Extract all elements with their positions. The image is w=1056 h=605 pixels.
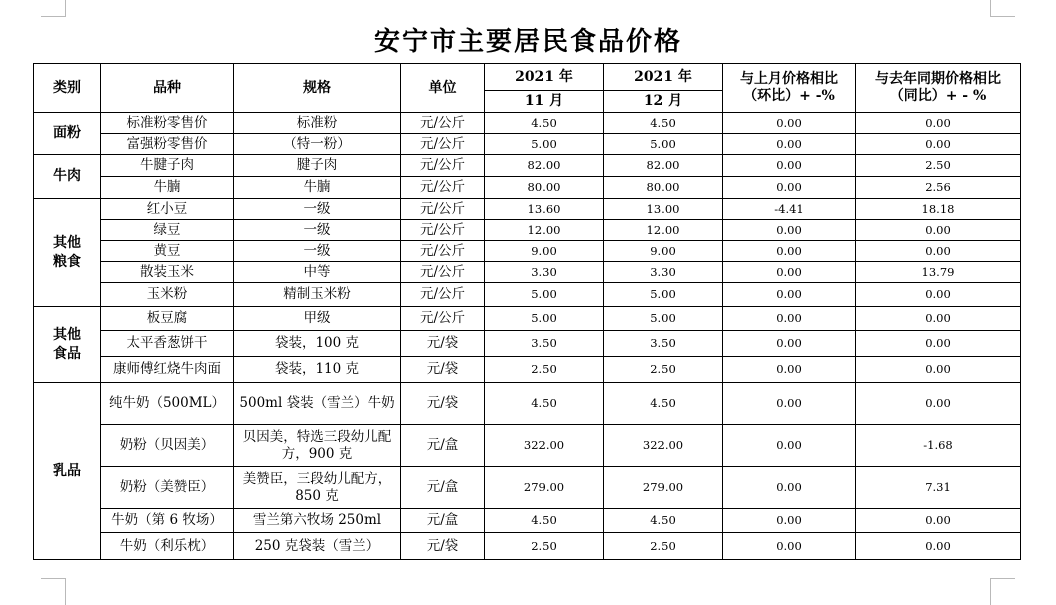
dec-price-cell: 4.50 — [604, 509, 723, 533]
dec-price-cell: 12.00 — [604, 220, 723, 241]
dec-price-cell: 5.00 — [604, 307, 723, 331]
header-mom — [723, 64, 856, 113]
table-row — [34, 331, 1021, 357]
unit-cell: 元/公斤 — [401, 307, 485, 331]
mom-change-cell: 0.00 — [723, 155, 856, 177]
variety-cell: 牛腱子肉 — [101, 155, 234, 177]
unit-cell: 元/公斤 — [401, 177, 485, 199]
header-spec: 规格 — [234, 64, 401, 113]
spec-cell: 甲级 — [234, 307, 401, 331]
dec-price-cell: 279.00 — [604, 467, 723, 509]
unit-cell: 元/公斤 — [401, 134, 485, 155]
table-body — [34, 113, 1021, 560]
dec-price-cell: 4.50 — [604, 113, 723, 134]
table-row — [34, 357, 1021, 383]
mom-change-cell: 0.00 — [723, 533, 856, 560]
variety-cell: 标准粉零售价 — [101, 113, 234, 134]
variety-cell: 玉米粉 — [101, 283, 234, 307]
spec-cell: 贝因美，特选三段幼儿配方，900 克 — [234, 425, 401, 467]
dec-price-cell: 2.50 — [604, 533, 723, 560]
header-mom-line1: 与上月价格相比 — [740, 71, 838, 87]
unit-cell: 元/袋 — [401, 533, 485, 560]
table-row — [34, 113, 1021, 134]
spec-cell: 袋装，110 克 — [234, 357, 401, 383]
unit-cell: 元/盒 — [401, 509, 485, 533]
table-row — [34, 262, 1021, 283]
spec-cell: 雪兰第六牧场 250ml — [234, 509, 401, 533]
variety-cell: 散装玉米 — [101, 262, 234, 283]
dec-price-cell: 322.00 — [604, 425, 723, 467]
spec-cell: 精制玉米粉 — [234, 283, 401, 307]
nov-price-cell: 3.30 — [485, 262, 604, 283]
variety-cell: 黄豆 — [101, 241, 234, 262]
nov-price-cell: 5.00 — [485, 134, 604, 155]
yoy-change-cell: 0.00 — [856, 220, 1021, 241]
yoy-change-cell: 2.56 — [856, 177, 1021, 199]
yoy-change-cell: 0.00 — [856, 283, 1021, 307]
yoy-change-cell: 0.00 — [856, 134, 1021, 155]
yoy-change-cell: 0.00 — [856, 357, 1021, 383]
mom-change-cell: 0.00 — [723, 331, 856, 357]
page-corner-mark-bottom-left — [41, 578, 66, 605]
category-cell: 其他粮食 — [34, 199, 101, 307]
header-category: 类别 — [34, 64, 101, 113]
variety-cell: 牛奶（利乐枕） — [101, 533, 234, 560]
dec-price-cell: 5.00 — [604, 283, 723, 307]
table-row — [34, 509, 1021, 533]
yoy-change-cell: 0.00 — [856, 331, 1021, 357]
mom-change-cell: 0.00 — [723, 509, 856, 533]
category-cell: 乳品 — [34, 383, 101, 560]
dec-price-cell: 82.00 — [604, 155, 723, 177]
table-row — [34, 533, 1021, 560]
spec-cell: 一级 — [234, 199, 401, 220]
yoy-change-cell: 2.50 — [856, 155, 1021, 177]
dec-price-cell: 13.00 — [604, 199, 723, 220]
unit-cell: 元/公斤 — [401, 113, 485, 134]
nov-price-cell: 5.00 — [485, 283, 604, 307]
variety-cell: 康师傅红烧牛肉面 — [101, 357, 234, 383]
variety-cell: 富强粉零售价 — [101, 134, 234, 155]
table-row — [34, 199, 1021, 220]
dec-price-cell: 5.00 — [604, 134, 723, 155]
mom-change-cell: 0.00 — [723, 467, 856, 509]
table-row — [34, 425, 1021, 467]
mom-change-cell: 0.00 — [723, 220, 856, 241]
nov-price-cell: 3.50 — [485, 331, 604, 357]
nov-price-cell: 4.50 — [485, 383, 604, 425]
mom-change-cell: 0.00 — [723, 307, 856, 331]
table-row — [34, 134, 1021, 155]
variety-cell: 绿豆 — [101, 220, 234, 241]
spec-cell: 袋装，100 克 — [234, 331, 401, 357]
yoy-change-cell: 0.00 — [856, 113, 1021, 134]
mom-change-cell: 0.00 — [723, 383, 856, 425]
table-row — [34, 467, 1021, 509]
page-corner-mark-bottom-right — [990, 578, 1015, 605]
category-cell: 其他食品 — [34, 307, 101, 383]
table-row — [34, 307, 1021, 331]
dec-price-cell: 2.50 — [604, 357, 723, 383]
nov-price-cell: 4.50 — [485, 509, 604, 533]
page-title: 安宁市主要居民食品价格 — [373, 27, 682, 57]
header-period1-year: 2021 年 — [485, 64, 604, 91]
spec-cell: 500ml 袋装（雪兰）牛奶 — [234, 383, 401, 425]
spec-cell: （特一粉） — [234, 134, 401, 155]
dec-price-cell: 4.50 — [604, 383, 723, 425]
nov-price-cell: 322.00 — [485, 425, 604, 467]
nov-price-cell: 80.00 — [485, 177, 604, 199]
spec-cell: 腱子肉 — [234, 155, 401, 177]
dec-price-cell: 3.30 — [604, 262, 723, 283]
category-cell: 牛肉 — [34, 155, 101, 199]
yoy-change-cell: 18.18 — [856, 199, 1021, 220]
unit-cell: 元/公斤 — [401, 199, 485, 220]
variety-cell: 红小豆 — [101, 199, 234, 220]
nov-price-cell: 4.50 — [485, 113, 604, 134]
mom-change-cell: 0.00 — [723, 425, 856, 467]
yoy-change-cell: 13.79 — [856, 262, 1021, 283]
header-yoy — [856, 64, 1021, 113]
unit-cell: 元/公斤 — [401, 155, 485, 177]
unit-cell: 元/袋 — [401, 383, 485, 425]
mom-change-cell: 0.00 — [723, 283, 856, 307]
spec-cell: 250 克袋装（雪兰） — [234, 533, 401, 560]
nov-price-cell: 9.00 — [485, 241, 604, 262]
page-corner-mark-top-right — [990, 0, 1015, 17]
variety-cell: 板豆腐 — [101, 307, 234, 331]
table-row — [34, 155, 1021, 177]
unit-cell: 元/公斤 — [401, 283, 485, 307]
yoy-change-cell: 0.00 — [856, 509, 1021, 533]
table-row — [34, 241, 1021, 262]
nov-price-cell: 5.00 — [485, 307, 604, 331]
header-period1-month: 11 月 — [485, 91, 604, 113]
nov-price-cell: 279.00 — [485, 467, 604, 509]
variety-cell: 奶粉（贝因美） — [101, 425, 234, 467]
table-row — [34, 220, 1021, 241]
nov-price-cell: 2.50 — [485, 357, 604, 383]
yoy-change-cell: 0.00 — [856, 307, 1021, 331]
spec-cell: 一级 — [234, 241, 401, 262]
mom-change-cell: 0.00 — [723, 177, 856, 199]
unit-cell: 元/公斤 — [401, 220, 485, 241]
variety-cell: 奶粉（美赞臣） — [101, 467, 234, 509]
yoy-change-cell: -1.68 — [856, 425, 1021, 467]
price-table — [33, 63, 1021, 560]
mom-change-cell: 0.00 — [723, 262, 856, 283]
header-yoy-line2: （同比）+ - % — [889, 88, 987, 104]
table-row — [34, 283, 1021, 307]
unit-cell: 元/袋 — [401, 331, 485, 357]
category-cell: 面粉 — [34, 113, 101, 155]
spec-cell: 牛腩 — [234, 177, 401, 199]
yoy-change-cell: 0.00 — [856, 533, 1021, 560]
unit-cell: 元/盒 — [401, 467, 485, 509]
variety-cell: 牛奶（第 6 牧场） — [101, 509, 234, 533]
header-period2-month: 12 月 — [604, 91, 723, 113]
mom-change-cell: -4.41 — [723, 199, 856, 220]
nov-price-cell: 13.60 — [485, 199, 604, 220]
unit-cell: 元/袋 — [401, 357, 485, 383]
yoy-change-cell: 0.00 — [856, 383, 1021, 425]
mom-change-cell: 0.00 — [723, 113, 856, 134]
yoy-change-cell: 7.31 — [856, 467, 1021, 509]
header-unit: 单位 — [401, 64, 485, 113]
spec-cell: 美赞臣，三段幼儿配方，850 克 — [234, 467, 401, 509]
dec-price-cell: 80.00 — [604, 177, 723, 199]
spec-cell: 中等 — [234, 262, 401, 283]
table-row — [34, 383, 1021, 425]
yoy-change-cell: 0.00 — [856, 241, 1021, 262]
nov-price-cell: 2.50 — [485, 533, 604, 560]
header-period2-year: 2021 年 — [604, 64, 723, 91]
unit-cell: 元/盒 — [401, 425, 485, 467]
mom-change-cell: 0.00 — [723, 134, 856, 155]
unit-cell: 元/公斤 — [401, 241, 485, 262]
page-corner-mark-top-left — [41, 0, 66, 17]
mom-change-cell: 0.00 — [723, 357, 856, 383]
mom-change-cell: 0.00 — [723, 241, 856, 262]
spec-cell: 标准粉 — [234, 113, 401, 134]
nov-price-cell: 12.00 — [485, 220, 604, 241]
dec-price-cell: 3.50 — [604, 331, 723, 357]
variety-cell: 牛腩 — [101, 177, 234, 199]
header-yoy-line1: 与去年同期价格相比 — [875, 71, 1001, 87]
variety-cell: 太平香葱饼干 — [101, 331, 234, 357]
nov-price-cell: 82.00 — [485, 155, 604, 177]
header-mom-line2: （环比）+ -% — [743, 88, 835, 104]
table-row — [34, 177, 1021, 199]
header-variety: 品种 — [101, 64, 234, 113]
unit-cell: 元/公斤 — [401, 262, 485, 283]
variety-cell: 纯牛奶（500ML） — [101, 383, 234, 425]
dec-price-cell: 9.00 — [604, 241, 723, 262]
spec-cell: 一级 — [234, 220, 401, 241]
